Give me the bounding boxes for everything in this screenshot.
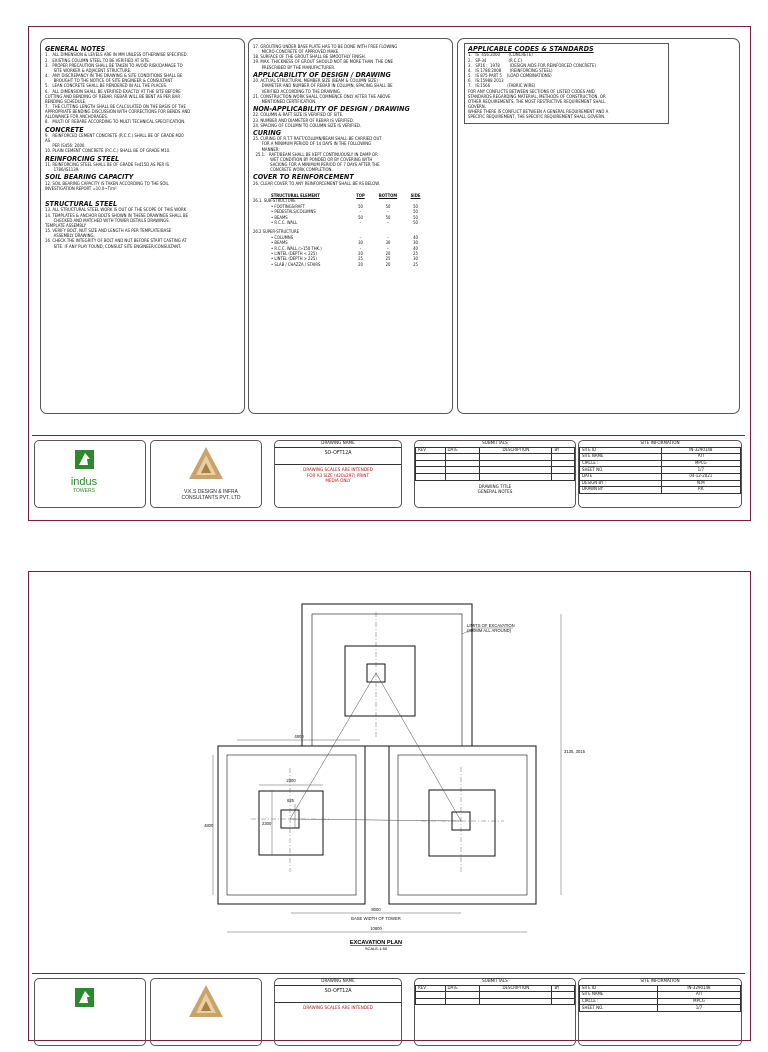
site-info-value: MPCG [661, 460, 740, 467]
grouting-notes [253, 45, 428, 71]
code-line: 6. IS:15988 2013 [468, 79, 504, 85]
site-info-box-2 [578, 978, 742, 1046]
curing-heading: CURING [253, 127, 282, 137]
cover-heading: COVER TO REINFORCEMENT [253, 172, 354, 182]
note-line: 3. PROPER PRECAUTION SHALL BE TAKEN TO AVOID RISK/DAMAGE TO [45, 63, 183, 69]
cover-table-cell: 25 [413, 261, 418, 267]
cover-table-cell: 50 [413, 219, 418, 225]
site-info-key: CIRCLE : [580, 460, 662, 467]
vks-logo-box-2 [150, 978, 262, 1046]
pit-left-outer [218, 746, 365, 904]
cover-table-cell: 50 [413, 214, 418, 220]
footing-right [429, 790, 495, 856]
dim-left-label: 4800 [204, 823, 214, 828]
general-notes-heading: GENERAL NOTES [45, 44, 106, 53]
indus-name: indus [70, 476, 98, 488]
note-line: 19. MAX. THICKNESS OF GROUT SHOULD NOT BE MORE THAN THE ONE [253, 60, 393, 66]
note-line: PRESCRIBED BY THE MANUFACTURER. [253, 65, 336, 71]
code-line: 7. IS:1566 (FABRIC WIRE) [468, 84, 536, 90]
cover-table-cell: • LINTEL (DEPTH > 225) [271, 256, 317, 262]
submittals-box [414, 440, 576, 508]
code-line: WHERE THERE IS CONFLICT BETWEEN A GENERAL REQUIREMENT AND A [468, 110, 609, 116]
notes-column-2 [248, 38, 453, 414]
pit-right-outer [389, 746, 536, 904]
cover-table-cell: • BEAMS [271, 240, 288, 246]
codes-box [464, 43, 669, 124]
cover-table-cell: 25 [385, 256, 391, 262]
cover-table-cell: TOP [356, 192, 365, 198]
cover-table-row [253, 262, 428, 267]
submittals-table-2 [415, 985, 575, 1006]
callout-label: LIMITS OF EXCAVATION [467, 623, 515, 628]
pit-top-outer [302, 604, 472, 746]
note-line: 14. TEMPLATES & ANCHOR BOLTS SHOWN IN THESE DRAWINGS SHALL BE [45, 213, 188, 219]
drawing-name-label: DRAWING NAME [275, 979, 401, 986]
non-applicability-notes [253, 113, 428, 128]
note-line: DIAMETER AND NUMBER OF REBAR IN COLUMN, SPACING SHALL BE [253, 84, 393, 90]
note-line: AS [45, 139, 51, 145]
submittals-label: SUBMITTALS [482, 979, 508, 984]
code-line: 5. IS 875 PART 5 (LOAD COMBINATIONS) [468, 74, 552, 80]
vks-logo-icon [151, 441, 261, 507]
site-info-key: DRAWN BY [580, 487, 662, 494]
cover-table-cell: SIDE [410, 192, 421, 198]
note-line: SITE. IF ANY PLAY FOUND, CONSULT SITE ENGINEER/CONSULTANT. [45, 244, 182, 250]
note-line: 11. REINFORCING STEEL SHALL BE OF GRADE Fe415D AS PER IS [45, 163, 170, 169]
site-info-key: SITE ID [580, 985, 658, 992]
title-block-2 [32, 973, 745, 1052]
note-line: VERIFIED ACCORDING TO THE DRAWING. [253, 89, 341, 95]
cover-table-cell: BOTTOM [378, 192, 398, 198]
cover-table-cell: • SLAB / CHAZZA / STAIRS [271, 261, 321, 267]
note-line: MICRO-CONCRETE OF APPROVED MAKE. [253, 50, 340, 56]
code-line: OTHER REQUIREMENTS, THE MOST RESTRICTIVE REQUIREMENT SHALL [468, 99, 606, 105]
cover-table-cell: 50 [413, 209, 418, 215]
site-info-key: SHEET NO. [580, 467, 662, 474]
code-line: GOVERN. [468, 104, 486, 110]
cover-table-group-title: 26.2 SUPER-STRUCTURE [253, 229, 299, 235]
cover-table-cell: 25 [413, 250, 418, 256]
dim-625-label: 625 [287, 798, 294, 803]
cover-table-cell: – [359, 219, 362, 225]
dim-mid-label: 4800 [294, 734, 304, 739]
code-line: STANDARDS REGARDING MATERIAL, METHODS OF CONSTRUCTION, OR [468, 94, 606, 100]
concrete-heading: CONCRETE [45, 124, 84, 134]
applicability-notes [253, 79, 428, 105]
code-line: FOR ANY CONFLICTS BETWEEN SECTIONS OF LISTED CODES AND [468, 89, 595, 95]
vks-logo-box [150, 440, 262, 508]
submittals-col-date: DATE [445, 447, 480, 454]
general-notes-sheet [28, 26, 751, 521]
note-line: WET CONDITION BY PONDED OR BY COVERING WITH [253, 157, 373, 163]
note-line: 5. LEAN CONCRETE SHALL BE RENDERED IN ALL THE PLACES. [45, 84, 168, 90]
drawing-name-value: SO-OFT12A [324, 449, 352, 456]
cover-table-cell: – [387, 245, 389, 251]
cover-table-group-title: 26.1. SUB-STRUCTURE [253, 198, 296, 204]
code-line: 3. SP16 : 1978 (DESIGN AIDS FOR REINFORCED CONCRETE) [468, 63, 596, 69]
cover-table-cell: 40 [413, 234, 418, 240]
pit-left-inner [227, 755, 356, 895]
pit-right-inner [398, 755, 527, 895]
cover-table-cell: 30 [358, 240, 363, 246]
site-info-value: P.K [661, 487, 740, 494]
note-line: 2. EXISTING COLUMN STEEL TO BE VERIFIED AT SITE. [45, 58, 151, 64]
code-line: 2. SP-34 (R.C.C) [468, 58, 522, 64]
cover-table-cell: – [359, 209, 362, 215]
dim-bottom-outer-label: 10800 [370, 926, 382, 931]
note-line: 1786/IS1139. [45, 168, 80, 174]
cover-table-cell: • BEAMS [271, 214, 288, 220]
note-line: 26. CLEAR COVER TO ANY REINFORCEMENT SHALL BE AS BELOW. [253, 181, 380, 187]
submittals-col-rev: REV [416, 985, 446, 992]
cover-table-cell: – [359, 234, 362, 240]
cover-table-cell: • R.C.C. WALL [271, 219, 298, 225]
cover-table-cell: 30 [413, 256, 418, 262]
code-line: 1. IS 456:2000 (CONCRETE) [468, 53, 533, 59]
note-line: 8. MULTI OF REBARE ACCORDING TO MULTI TECHNICAL SPECIFICATION. [45, 120, 186, 126]
scale-note-2: FOR A3 SIZE (420x297) PRINT [306, 473, 370, 479]
excavation-plan-sheet [28, 571, 751, 1041]
cover-table-cell: 25 [358, 256, 363, 262]
dim-top-small-label: 2300 [286, 778, 296, 783]
indus-logo-box-2 [34, 978, 146, 1046]
note-line: BENDING SCHEDULE. [45, 99, 87, 105]
site-info-table-2 [579, 985, 741, 1012]
site-info-box [578, 440, 742, 508]
cover-table-cell: – [387, 209, 389, 215]
cover-table [253, 193, 428, 267]
codes-list [468, 53, 665, 120]
note-line: TEMPLATE ASSEMBLY [45, 223, 86, 229]
note-line: PER IS456: 2000. [45, 144, 86, 150]
excavation-plan-drawing [29, 572, 749, 967]
note-line: CHECKED AND MATCHED WITH TOWER DETAILS DRAWINGS. [45, 218, 170, 224]
note-line: MANNER: [253, 147, 280, 153]
vks-line2: CONSULTANTS PVT. LTD [181, 495, 241, 501]
note-line: INVESTIGATION REPORT =10.0~T/m² [45, 186, 117, 192]
note-line: 21. CONSTRUCTION WORK SHALL COMMENCE ONLY AFTER THE ABOVE [253, 94, 391, 100]
note-line: 12. SOIL BEARING CAPACITY IS TAKEN ACCORDING TO THE SOIL [45, 181, 169, 187]
note-line: ALLOWANCE FOR ANCHORAGES. [45, 115, 108, 121]
dim-bottom-inner-label: 8000 [371, 907, 381, 912]
reinforcing-steel-heading: REINFORCING STEEL [45, 153, 120, 163]
indus-sub: TOWERS [73, 488, 95, 494]
codes-column [457, 38, 740, 414]
cover-table-cell: • FOOTINGS/RAFT [271, 203, 305, 209]
cover-table-cell: STRUCTURAL ELEMENT [271, 192, 320, 198]
note-line: CONCRETE WORK COMPLETION. [253, 168, 333, 174]
code-line: SPECIFIC REQUIREMENT, THE SPECIFIC REQUIREMENT SHALL GOVERN. [468, 115, 606, 121]
cover-notes [253, 182, 428, 187]
structural-steel-notes [45, 208, 190, 249]
note-line: 10. PLAIN CEMENT CONCRETE (P.C.C.) SHALL BE OF GRADE M10. [45, 149, 171, 155]
site-info-value: ATI [661, 454, 740, 461]
note-line: 20. ACTUAL STRUCTURAL MEMBER SIZE (BEAM & COLUMN SIZE) [253, 79, 378, 85]
vks-logo-icon [151, 979, 261, 1045]
submittals-col-rev: REV [416, 447, 446, 454]
note-line: SACKING FOR A MINIMUM PERIOD OF 7 DAYS AFTER THE [253, 163, 380, 169]
note-line: 25.1. RAFT/BEAM SHALL BE KEPT CONTINUOUSLY IN DAMP OR [253, 152, 378, 158]
soil-bearing-notes [45, 182, 190, 192]
scale-note-3: MEDIA ONLY [325, 479, 351, 485]
site-info-key: DATE [580, 473, 662, 480]
note-line: 23. NUMBER AND DIAMETER OF REBAR IS VERIFIED. [253, 118, 355, 124]
submittals-col-by: BY [552, 985, 575, 992]
submittals-box-2 [414, 978, 576, 1046]
site-info-key: DESIGN BY : [580, 480, 662, 487]
site-info-value: IN-3290148 [657, 985, 740, 992]
site-info-value: 1/7 [657, 1005, 740, 1012]
submittals-col-by: BY [552, 447, 575, 454]
cover-table-row [253, 220, 428, 225]
submittals-col-date: DATE [445, 985, 480, 992]
note-line: BROUGHT TO THE NOTICE OF SITE ENGINEER & CONSULTANT [45, 79, 173, 85]
title-block [32, 435, 745, 514]
cover-table-cell: 50 [385, 203, 391, 209]
site-info-key: SITE NAME [580, 454, 662, 461]
cover-table-cell: • PEDESTALS/COLUMNS [271, 209, 316, 215]
site-info-label: SITE INFORMATION [640, 441, 680, 446]
general-notes-list [45, 53, 190, 125]
submittals-table [415, 447, 575, 481]
site-info-label: SITE INFORMATION [640, 979, 680, 984]
cover-table-cell: 20 [385, 261, 391, 267]
cover-table-cell: – [387, 234, 389, 240]
callout-sub-label: (300MM ALL AROUND) [467, 628, 512, 633]
pit-top-inner [312, 614, 462, 746]
cover-table-cell: 50 [358, 203, 363, 209]
site-info-value: 1/7 [661, 467, 740, 474]
code-line: 4. IS 1786:2008 (REINFORCING STEEL) [468, 68, 553, 74]
dim-left-small-label: 2300 [262, 821, 272, 826]
dim-bottom-label: BASE WIDTH OF TOWER [351, 916, 401, 921]
note-line: MENTIONED CERTIFICATION. [253, 99, 317, 105]
cover-table-cell: 30 [385, 240, 391, 246]
note-line: SITE WORKER & ADJACENT STRUCTURE. [45, 68, 132, 74]
cover-table-cell: – [387, 219, 389, 225]
indus-logo-box [34, 440, 146, 508]
note-line: 1. ALL DIMENSION & LEVELS ARE IN MM UNLESS OTHERWISE SPECIFIED. [45, 53, 188, 59]
cover-table-cell: 50 [385, 214, 391, 220]
note-line: 4. ANY DISCREPANCY IN THE DRAWING & SITE CONDITIONS SHALL BE [45, 74, 183, 80]
plan-title: EXCAVATION PLAN [349, 940, 403, 946]
footing-top [345, 646, 415, 716]
site-info-key: SHEET NO. [580, 1005, 658, 1012]
note-line: 6. ALL DIMENSION SHALL BE VERIFIED EXACTLY AT THE SITE BEFORE [45, 89, 181, 95]
cover-table-cell: 40 [413, 245, 418, 251]
note-line: 7. THE CUTTING LENGTH SHALL BE CALCULATED ON THE BASIS OF THE [45, 104, 186, 110]
submittals-label: SUBMITTALS [482, 441, 508, 446]
note-line: 24. SPACING OF COLUMN TO COLUMN SIZE IS VERIFIED. [253, 123, 362, 129]
note-line: 22. COLUMN & RAFT SIZE IS VERIFIED OF SITE. [253, 113, 344, 119]
drawing-name-box [274, 440, 402, 508]
site-info-value: IN-3290148 [661, 447, 740, 454]
curing-notes [253, 137, 428, 173]
scale-note-1: DRAWING SCALES ARE INTENDED [275, 1002, 401, 1012]
structural-steel-heading: STRUCTURAL STEEL [45, 199, 118, 209]
cover-table-cell: 50 [358, 214, 363, 220]
note-line: 25. CURING OF R.T.T RAFT/COLUMN/BEAM SHALL BE CARRIED OUT [253, 137, 382, 143]
non-applicability-heading: NON-APPLICABILITY OF DESIGN / DRAWING [253, 103, 410, 113]
vks-line1: V.K.S DESIGN & INFRA [184, 489, 238, 495]
note-line: CUTTING AND BENDING OF REBAR. REBAR WILL BE BENT AS PER BAR [45, 94, 181, 100]
concrete-notes [45, 134, 190, 155]
site-info-key: SITE NAME [580, 992, 658, 999]
cover-table-cell: 20 [385, 250, 391, 256]
site-info-table [579, 447, 741, 494]
drawing-name-box-2 [274, 978, 402, 1046]
drawing-title-value: GENERAL NOTES [477, 490, 513, 496]
cover-table-cell: • LINTEL (DEPTH < 225) [271, 250, 317, 256]
cover-table-cell: 50 [413, 203, 418, 209]
site-info-key: SITE ID [580, 447, 662, 454]
cover-table-cell: • R.C.C. WALL (>150 THK.) [271, 245, 322, 251]
soil-bearing-heading: SOIL BEARING CAPACITY [45, 172, 134, 182]
cover-table-cell: 20 [358, 261, 363, 267]
plan-scale: SCALE-1:50 [364, 946, 388, 951]
note-line: 13. ALL STRUCTURAL STEEL WORK IS OUT OF THE SCOPE OF THIS WORK [45, 208, 187, 214]
submittals-col-description: DESCRIPTION [480, 447, 552, 454]
general-notes-column [40, 38, 245, 414]
note-line: 9. REINFORCED CEMENT CONCRETE (R.C.C.) SHALL BE OF GRADE M20 [45, 134, 184, 139]
applicability-heading: APPLICABILITY OF DESIGN / DRAWING [253, 69, 391, 79]
note-line: 17. GROUTING UNDER BASE PLATE HAS TO BE DONE WITH FREE FLOWING [253, 45, 398, 50]
site-info-value: 04-12-2021 [661, 473, 740, 480]
cover-table-cell: – [359, 245, 362, 251]
submittals-col-description: DESCRIPTION [480, 985, 552, 992]
site-info-value: N.M [661, 480, 740, 487]
scale-note-1: DRAWING SCALES ARE INTENDED [275, 464, 401, 474]
site-info-key: CIRCLE : [580, 998, 658, 1005]
note-line: APPROPRIATE BENDING DISCUSSION WITH CORRECTIONS FOR BENDS AND [45, 110, 191, 116]
note-line: 18. SURFACE OF THE GROUT SHALL BE SMOOTHLY FINISH. [253, 55, 366, 61]
note-line: FOR A MINIMUM PERIOD OF 14 DAYS IN THE FOLLOWING [253, 142, 372, 148]
dim-right-label: 3135, 3015 [564, 749, 585, 754]
drawing-name-label: DRAWING NAME [275, 441, 401, 448]
cover-table-cell: 20 [358, 250, 363, 256]
site-info-value: ATI [657, 992, 740, 999]
cover-table-cell: 30 [413, 240, 418, 246]
drawing-title-label: DRAWING TITLE [478, 484, 512, 490]
indus-logo-icon [35, 979, 145, 1045]
note-line: 15. VERIFY BOLT, NUT SIZE AND LENGTH AS PER TEMPLATE/BASE [45, 229, 172, 235]
drawing-name-value: SO-OFT12A [324, 987, 352, 994]
codes-heading: APPLICABLE CODES & STANDARDS [468, 44, 594, 53]
note-line: 16. CHECK THE INTEGRITY OF BOLT AND NUT BEFORE START CASTING AT [45, 239, 187, 245]
note-line: ASSEMBLY DRAWING. [45, 234, 95, 240]
indus-logo-icon [35, 441, 145, 507]
site-info-value: MPCG [657, 998, 740, 1005]
cover-table-cell: • COLUMNS [271, 234, 294, 240]
